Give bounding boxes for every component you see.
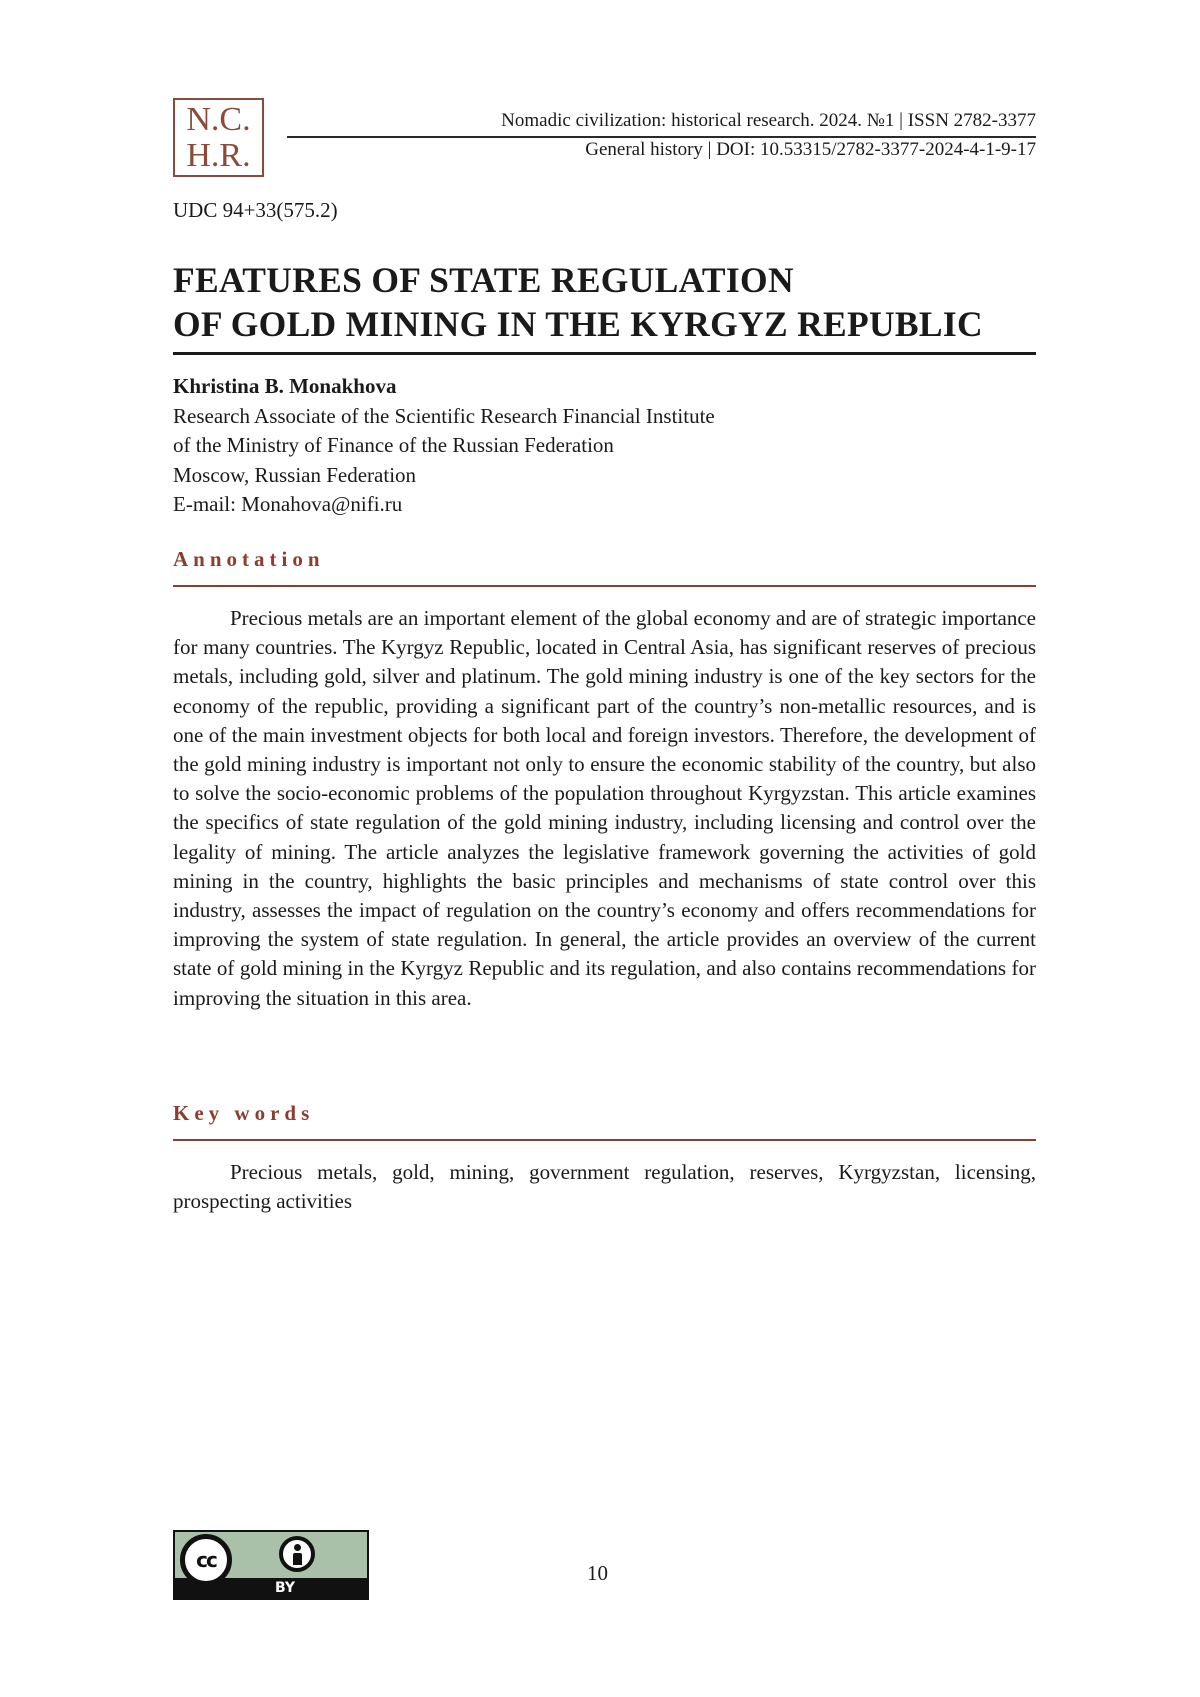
keywords-text: Precious metals, gold, mining, government regulation, reserves, Kyrgyzstan, licensing, prospecting activities xyxy=(173,1160,1036,1214)
logo-line-1: N.C. xyxy=(186,101,251,138)
attribution-head xyxy=(294,1544,301,1551)
keywords-divider xyxy=(173,1139,1036,1141)
journal-logo xyxy=(173,98,264,177)
annotation-text: Precious metals are an important element of the global economy and are of strategic importance for many countries. The Kyrgyz Republic, located in Central Asia, has significant reserves of precious metals, including gold, silver and platinum. The gold mining industry is one of the key sectors for the economy of the republic, providing a significant part of the country’s non-metallic resources, and is one of the main investment objects for both local and foreign investors. Therefore, the development of the gold mining industry is important not only to ensure the economic stability of the country, but also to solve the socio-economic problems of the population throughout Kyrgyzstan. This article examines the specifics of state regulation of the gold mining industry, including licensing and control over the legality of mining. The article analyzes the legislative framework governing the activities of gold mining in the country, highlights the basic principles and mechanisms of state control over this industry, assesses the impact of regulation on the country’s economy and offers recommendations for improving the system of state regulation. In general, the article provides an overview of the current state of gold mining in the Kyrgyz Republic and its regulation, and also contains recommendations for improving the situation in this area. xyxy=(173,606,1036,1010)
logo-line-2: H.R. xyxy=(186,137,251,174)
attribution-icon xyxy=(279,1536,315,1572)
annotation-divider xyxy=(173,585,1036,587)
header-divider xyxy=(287,136,1036,138)
author-affiliation-1: Research Associate of the Scientific Research Financial Institute xyxy=(173,403,715,428)
page-number: 10 xyxy=(587,1561,608,1585)
cc-icon: cc xyxy=(180,1534,232,1586)
author-email: E-mail: Monahova@nifi.ru xyxy=(173,492,403,516)
annotation-heading: Annotation xyxy=(173,547,325,571)
title-divider xyxy=(173,352,1036,355)
section-doi: General history | DOI: 10.53315/2782-3377-2024-4-1-9-17 xyxy=(585,139,1036,160)
article-page xyxy=(173,0,1036,1697)
keywords-heading: Key words xyxy=(173,1101,315,1125)
journal-info: Nomadic civilization: historical research. 2024. №1 | ISSN 2782-3377 xyxy=(501,110,1036,131)
license-badge-top xyxy=(175,1532,367,1578)
article-title xyxy=(173,258,1036,346)
title-line-1: FEATURES OF STATE REGULATION xyxy=(173,260,794,300)
author-name: Khristina B. Monakhova xyxy=(173,374,397,398)
author-location: Moscow, Russian Federation xyxy=(173,462,417,487)
license-label: BY xyxy=(275,1580,296,1596)
cc-by-license-badge xyxy=(173,1530,369,1600)
title-line-2: OF GOLD MINING IN THE KYRGYZ REPUBLIC xyxy=(173,304,983,344)
author-block xyxy=(173,372,715,520)
udc-code: UDC 94+33(575.2) xyxy=(173,198,338,222)
attribution-body xyxy=(293,1553,302,1565)
author-affiliation-2: of the Ministry of Finance of the Russian Federation xyxy=(173,433,614,457)
